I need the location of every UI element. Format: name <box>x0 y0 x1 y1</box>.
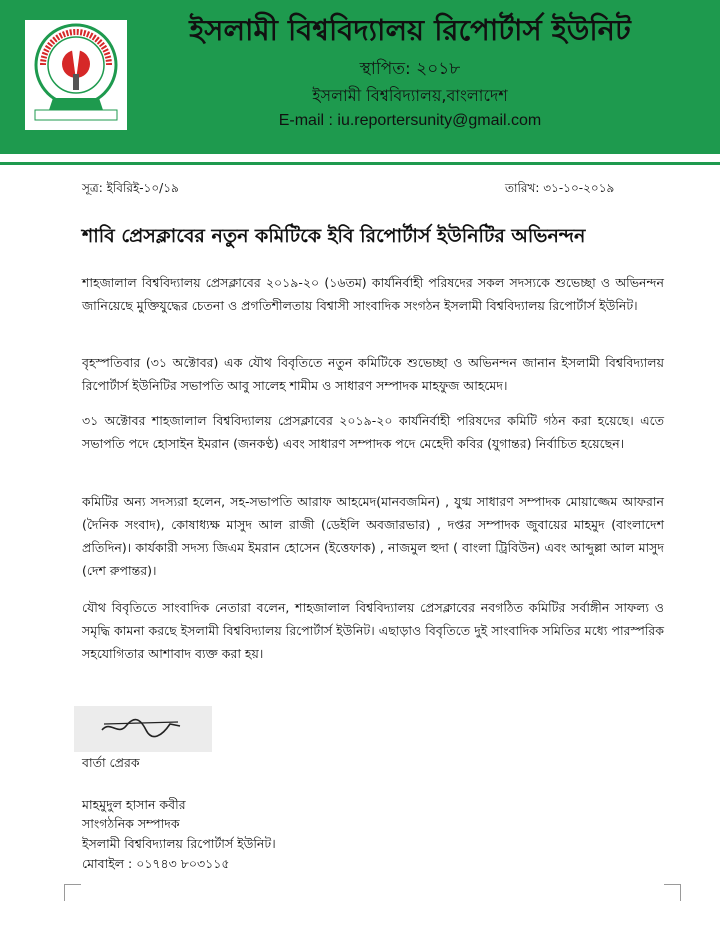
letter-date: তারিখ: ৩১-১০-২০১৯ <box>505 181 615 195</box>
organization-logo <box>25 20 127 130</box>
contact-email: E-mail : iu.reportersunity@gmail.com <box>278 112 542 129</box>
sender-mobile: মোবাইল : ০১৭৪৩ ৮০৩১১৫ <box>82 856 230 871</box>
body-paragraph-3: ৩১ অক্টোবর শাহজালাল বিশ্ববিদ্যালয় প্রেসক্লাবের ২০১৯-২০ কার্যনির্বাহী পরিষদের কমিটি গঠন করা হয়েছে। এতে সভাপতি পদে হোসাইন ইমরান (জনকণ্ঠ) এবং সাধারণ সম্পাদক পদে মেহেদী কবির (যুগান্তর) নির্বাচিত হয়েছেন। <box>82 413 664 451</box>
letterhead-divider <box>0 162 720 165</box>
organization-title: ইসলামী বিশ্ববিদ্যালয় রিপোর্টার্স ইউনিট <box>189 13 631 47</box>
body-paragraph-4: কমিটির অন্য সদস্যরা হলেন, সহ-সভাপতি আরাফ আহমেদ(মানবজমিন) , যুগ্ম সাধারণ সম্পাদক মোয়াজ্জেম আফরান (দৈনিক সংবাদ), কোষাধ্যক্ষ মাসুদ আল রাজী (ডেইলি অবজারভার) , দপ্তর সম্পাদক জুবায়ের মাহমুদ (বাংলাদেশ প্রতিদিন)। কার্যকারী সদস্য জিএম ইমরান হোসেন (ইত্তেফাক) , নাজমুল হুদা ( বাংলা ট্রিবিউন) এবং আব্দুল্লা আল মাসুদ (দেশ রুপান্তর)। <box>82 494 664 578</box>
body-paragraph-5: যৌথ বিবৃতিতে সাংবাদিক নেতারা বলেন, শাহজালাল বিশ্ববিদ্যালয় প্রেসক্লাবের নবগঠিত কমিটির সর্বাঙ্গীন সাফল্য ও সমৃদ্ধি কামনা করছে ইসলামী বিশ্ববিদ্যালয় রিপোর্টার্স ইউনিট। এছাড়াও বিবৃতিতে দুই সাংবাদিক সমিতির মধ্যে পারস্পরিক সহযোগিতার আশাবাদ ব্যক্ত করা হয়। <box>82 600 664 661</box>
logo-emblem-icon <box>25 20 127 130</box>
page-corner-mark-right <box>664 884 681 901</box>
handwritten-signature <box>74 706 212 752</box>
sender-name: মাহমুদুল হাসান কবীর <box>82 797 186 812</box>
established-year: স্থাপিত: ২০১৮ <box>359 59 461 79</box>
signature-scribble-icon <box>74 706 212 752</box>
sender-label: বার্তা প্রেরক <box>82 755 140 770</box>
press-release-headline: শাবি প্রেসক্লাবের নতুন কমিটিকে ইবি রিপোর্টার্স ইউনিটির অভিনন্দন <box>82 225 586 247</box>
body-paragraph-1: শাহজালাল বিশ্ববিদ্যালয় প্রেসক্লাবের ২০১৯-২০ (১৬তম) কার্যনির্বাহী পরিষদের সকল সদস্যকে শুভেচ্ছা ও অভিনন্দন জানিয়েছে মুক্তিযুদ্ধের চেতনা ও প্রগতিশীলতায় বিশ্বাসী সাংবাদিক সংগঠন ইসলামী বিশ্ববিদ্যালয় রিপোর্টার্স ইউনিট। <box>82 275 664 313</box>
sender-designation: সাংগঠনিক সম্পাদক <box>82 816 180 831</box>
body-paragraph-2: বৃহস্পতিবার (৩১ অক্টোবর) এক যৌথ বিবৃতিতে নতুন কমিটিকে শুভেচ্ছা ও অভিনন্দন জানান ইসলামী বিশ্ববিদ্যালয় রিপোর্টার্স ইউনিটির সভাপতি আবু সালেহ শামীম ও সাধারণ সম্পাদক মাহফুজ আহমেদ। <box>82 355 664 393</box>
page-corner-mark-left <box>64 884 81 901</box>
reference-number: সূত্র: ইবিরিই-১০/১৯ <box>82 181 179 195</box>
organization-address: ইসলামী বিশ্ববিদ্যালয়,বাংলাদেশ <box>312 86 508 105</box>
sender-organization: ইসলামী বিশ্ববিদ্যালয় রিপোর্টার্স ইউনিট। <box>82 836 276 851</box>
